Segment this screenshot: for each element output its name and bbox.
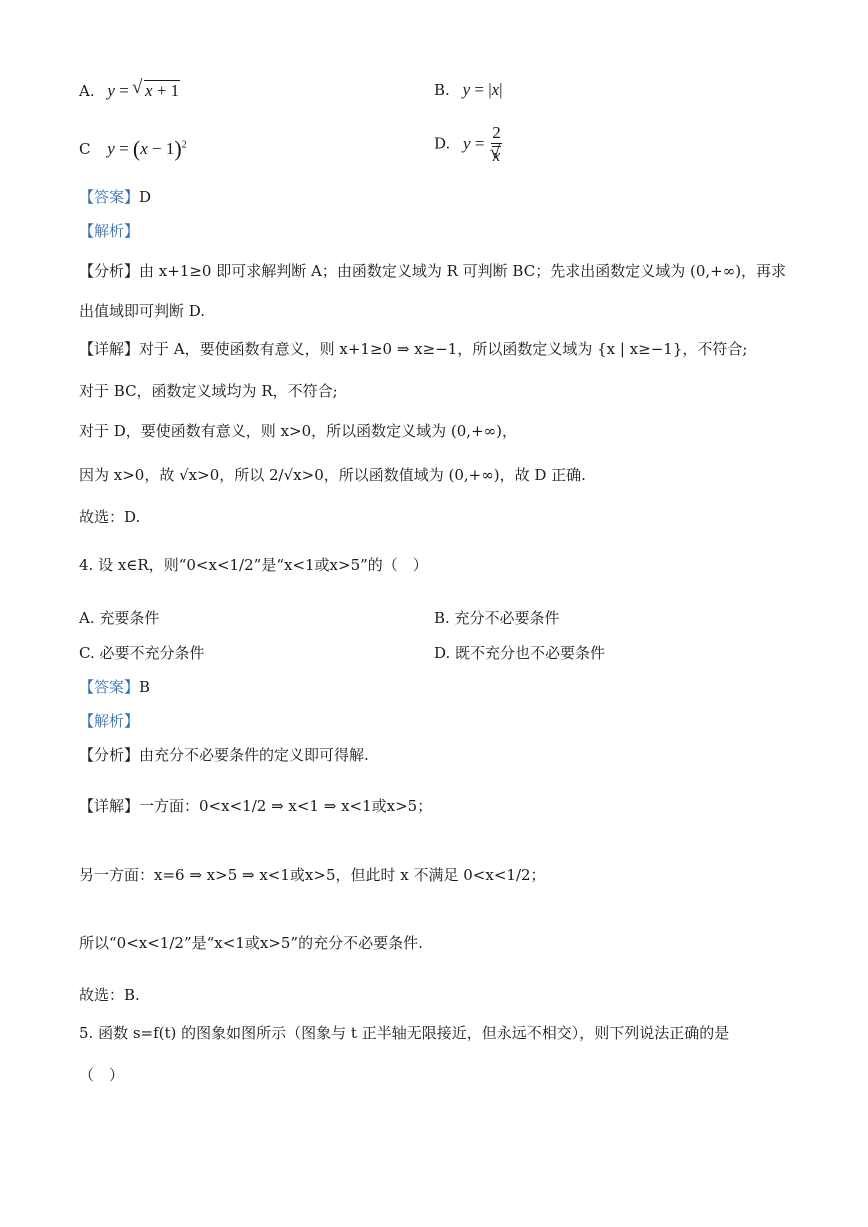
q3-option-d: D. y = 2 √ x — [434, 124, 504, 165]
q3-fenxi: 【分析】由 x+1≥0 即可求解判断 A；由函数定义域为 R 可判断 BC；先求出函数定义域为 (0,+∞)，再求 — [79, 262, 787, 280]
q3-xiangjie-3: 对于 D，要使函数有意义，则 x>0，所以函数定义域为 (0,+∞)， — [79, 422, 517, 440]
q4-stem: 4. 设 x∈R，则“0<x<1/2”是“x<1或x>5”的（ ） — [79, 556, 428, 574]
q4-xiangjie-3: 所以“0<x<1/2”是“x<1或x>5”的充分不必要条件. — [79, 934, 423, 952]
q3-fenxi-cont: 出值域即可判断 D. — [79, 302, 206, 320]
q3-option-a: A. y = √ x + 1 — [79, 80, 180, 101]
q3-option-b: B. y = |x| — [434, 80, 503, 99]
q4-jiexi-tag: 【解析】 — [79, 712, 140, 730]
q5-stem: 5. 函数 s=f(t) 的图象如图所示（图象与 t 正半轴无限接近，但永远不相交），则下列说法正确的是 — [79, 1024, 730, 1042]
q4-xiangjie-2: 另一方面：x=6 ⇒ x>5 ⇒ x<1或x>5，但此时 x 不满足 0<x<1/2； — [79, 866, 546, 884]
q4-guxuan: 故选：B. — [79, 986, 140, 1004]
q5-stem-paren: （ ） — [79, 1066, 125, 1084]
q4-option-b: B. 充分不必要条件 — [434, 609, 560, 627]
q4-answer: 【答案】B — [79, 678, 151, 696]
q3-xiangjie-1: 【详解】对于 A，要使函数有意义，则 x+1≥0 ⇒ x≥−1，所以函数定义域为 {x | x≥−1}，不符合; — [79, 340, 748, 358]
q4-fenxi: 【分析】由充分不必要条件的定义即可得解. — [79, 746, 369, 764]
q4-xiangjie-1: 【详解】一方面：0<x<1/2 ⇒ x<1 ⇒ x<1或x>5； — [79, 797, 433, 815]
q3-guxuan: 故选：D. — [79, 508, 141, 526]
q3-xiangjie-4: 因为 x>0，故 √x>0，所以 2/√x>0，所以函数值域为 (0,+∞)，故 D 正确. — [79, 466, 586, 484]
q4-option-c: C. 必要不充分条件 — [79, 644, 205, 662]
q3-option-c: C $y = (x - 1)^2$ — [79, 136, 187, 161]
q4-option-a: A. 充要条件 — [79, 609, 160, 627]
q3-xiangjie-2: 对于 BC，函数定义域均为 R，不符合; — [79, 382, 338, 400]
q3-jiexi-tag: 【解析】 — [79, 222, 140, 240]
q3-answer: 【答案】D — [79, 188, 152, 206]
q4-option-d: D. 既不充分也不必要条件 — [434, 644, 606, 662]
